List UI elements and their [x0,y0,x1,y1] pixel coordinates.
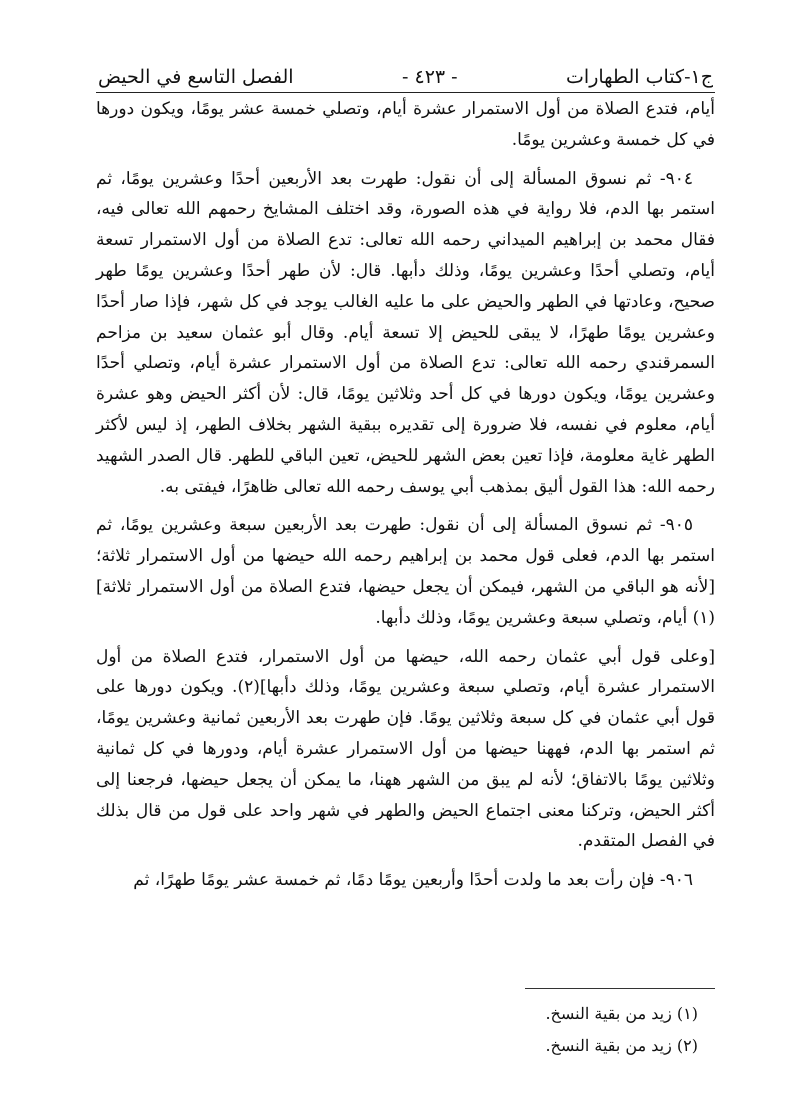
footnote-rule [525,988,715,989]
header-chapter: الفصل التاسع في الحيض [98,65,294,88]
paragraph-905: ٩٠٥- ثم نسوق المسألة إلى أن نقول: طهرت بعد الأربعين سبعة وعشرين يومًا، ثم استمر بها الدم، فعلى قول محمد بن إبراهيم رحمه الله حيضها من أول الاستمرار ثلاثة؛ [لأنه هو الباقي من الشهر، فيمكن أن يجعل حيضها، فتدع الصلاة من أول الاستمرار ثلاثة](١) أيام، وتصلي سبعة وعشرين يومًا، وذلك دأبها. [96,515,715,628]
page-number: - ٤٢٣ - [402,65,458,88]
running-header [98,62,713,92]
header-volume-book: ج١-كتاب الطهارات [566,65,713,88]
header-rule [96,92,715,93]
footnote-2: (٢) زيد من بقية النسخ. [545,1036,698,1055]
paragraph-906: ٩٠٦- فإن رأت بعد ما ولدت أحدًا وأربعين يومًا دمًا، ثم خمسة عشر يومًا طهرًا، ثم [133,870,693,891]
paragraph-bracketed-addition: [وعلى قول أبي عثمان رحمه الله، حيضها من أول الاستمرار، فتدع الصلاة من أول الاستمرار عشرة أيام، وتصلي سبعة وعشرين يومًا، وذلك دأبها](٢). ويكون دورها على قول أبي عثمان في كل سبعة وثلاثين يومًا. فإن طهرت بعد الأربعين ثمانية وعشرين يومًا، ثم استمر بها الدم، فههنا حيضها من أول الاستمرار عشرة أيام، ودورها في كل ثمانية وثلاثين يومًا بالاتفاق؛ لأنه لم يبق من الشهر ههنا، ما يمكن أن يجعل حيضها، فرجعنا إلى أكثر الحيض، وتركنا معنى اجتماع الحيض والطهر في شهر واحد على قول من قال بذلك في الفصل المتقدم. [96,646,715,852]
paragraph: أيام، فتدع الصلاة من أول الاستمرار عشرة أيام، وتصلي خمسة عشر يومًا، ويكون دورها في كل خمسة وعشرين يومًا. [96,99,715,150]
footnote-1: (١) زيد من بقية النسخ. [545,1004,698,1023]
main-text [96,94,715,904]
paragraph-904: ٩٠٤- ثم نسوق المسألة إلى أن نقول: طهرت بعد الأربعين أحدًا وعشرين يومًا، ثم استمر بها الدم، فلا رواية في هذه الصورة، وقد اختلف المشايخ رحمهم الله تعالى فيه، فقال محمد بن إبراهيم الميداني رحمه الله تعالى: تدع الصلاة من أول الاستمرار تسعة أيام، وتصلي أحدًا وعشرين يومًا، وذلك دأبها. قال: لأن طهر أحدًا وعشرين يومًا طهر صحيح، وعادتها في الطهر والحيض على ما عليه الغالب يوجد في كل شهر، فإذا صار أحدًا وعشرين يومًا طهرًا، لا يبقى للحيض إلا تسعة أيام. وقال أبو عثمان سعيد بن مزاحم السمرقندي رحمه الله تعالى: تدع الصلاة من أول الاستمرار عشرة أيام، وتصلي أحدًا وعشرين يومًا، ويكون دورها في كل أحد وثلاثين يومًا، قال: لأن أكثر الحيض وهو عشرة أيام، معلوم في نفسه، فلا ضرورة إلى تقديره ببقية الشهر بخلاف الطهر، إذ ليس لأكثر الطهر غاية معلومة، فإذا تعين بعض الشهر للحيض، تعين الباقي للطهر. قال الصدر الشهيد رحمه الله: هذا القول أليق بمذهب أبي يوسف رحمه الله تعالى ظاهرًا، فيفتى به. [96,168,715,497]
footnotes [96,998,698,1062]
